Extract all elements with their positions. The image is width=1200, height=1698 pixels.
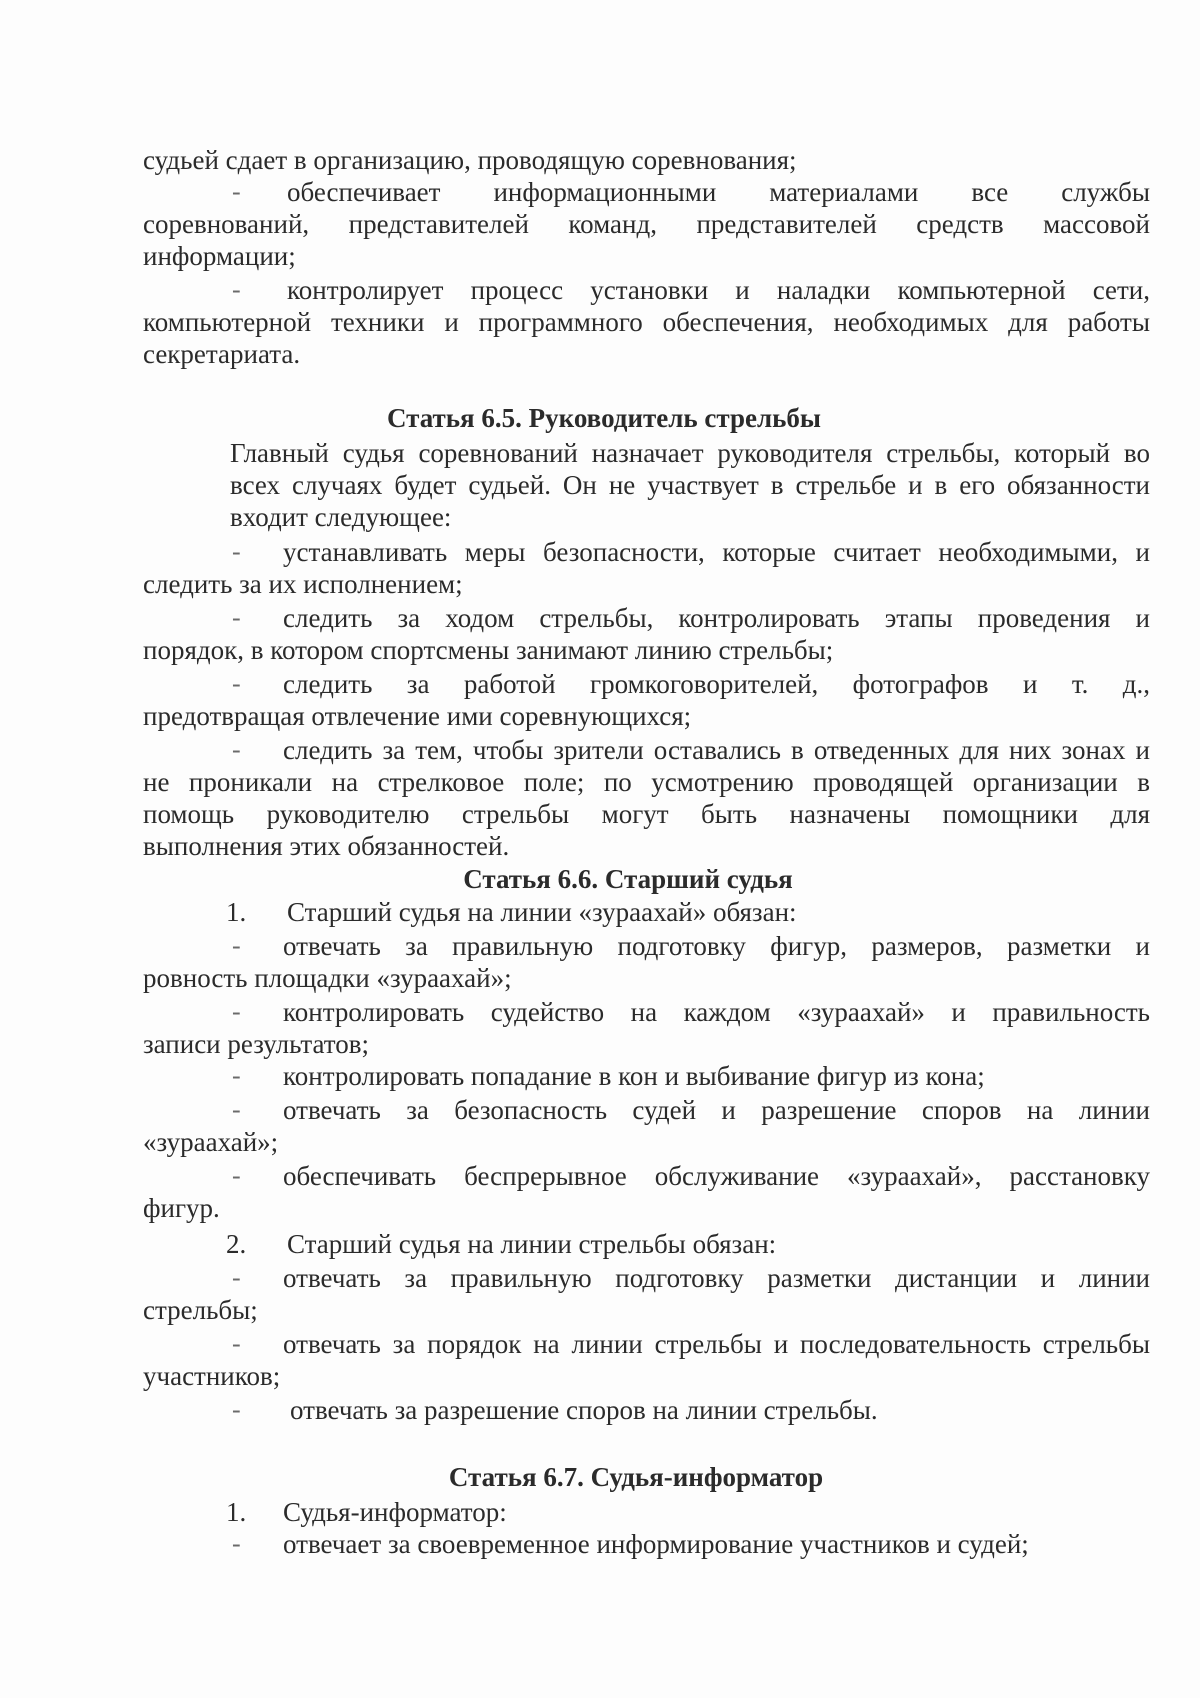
article-heading-6-6: Статья 6.6. Старший судья — [463, 864, 793, 894]
text-line: отвечать за правильную подготовку разметки дистанции и линии — [283, 1263, 1150, 1293]
text-line: «зураахай»; — [143, 1127, 279, 1157]
list-number: 1. — [226, 1497, 247, 1527]
bullet-dash: - — [232, 931, 241, 960]
bullet-dash: - — [232, 735, 241, 764]
text-line: входит следующее: — [230, 502, 452, 532]
text-line: устанавливать меры безопасности, которые считает необходимыми, и — [283, 537, 1150, 567]
text-line: фигур. — [143, 1193, 220, 1223]
text-line: отвечает за своевременное информирование участников и судей; — [283, 1529, 1029, 1559]
text-line: компьютерной техники и программного обеспечения, необходимых для работы — [143, 307, 1150, 337]
article-heading-6-7: Статья 6.7. Судья-информатор — [448, 1462, 824, 1492]
text-line: помощь руководителю стрельбы могут быть назначены помощники для — [143, 799, 1150, 829]
bullet-dash: - — [232, 603, 241, 632]
text-line: отвечать за безопасность судей и разрешение споров на линии — [283, 1095, 1150, 1125]
bullet-dash: - — [232, 997, 241, 1026]
text-line: участников; — [143, 1361, 281, 1391]
text-line: записи результатов; — [143, 1029, 369, 1059]
text-line: контролировать судейство на каждом «зураахай» и правильность — [283, 997, 1150, 1027]
text-line: ровность площадки «зураахай»; — [143, 963, 512, 993]
bullet-dash: - — [232, 1095, 241, 1124]
text-line: Старший судья на линии «зураахай» обязан: — [287, 897, 797, 927]
bullet-dash: - — [232, 1161, 241, 1190]
text-line: обеспечивает информационными материалами все службы — [287, 177, 1150, 207]
list-number: 2. — [226, 1229, 247, 1259]
text-line: всех случаях будет судьей. Он не участвует в стрельбе и в его обязанности — [230, 470, 1150, 500]
text-line: контролирует процесс установки и наладки компьютерной сети, — [287, 275, 1150, 305]
text-line: следить за их исполнением; — [143, 569, 463, 599]
list-number: 1. — [226, 897, 247, 927]
text-line: судьей сдает в организацию, проводящую соревнования; — [143, 145, 797, 175]
text-line: информации; — [143, 241, 296, 271]
text-line: секретариата. — [143, 339, 301, 369]
text-line: отвечать за разрешение споров на линии стрельбы. — [290, 1395, 878, 1425]
bullet-dash: - — [232, 1263, 241, 1292]
text-line: соревнований, представителей команд, представителей средств массовой — [143, 209, 1150, 239]
bullet-dash: - — [232, 1529, 241, 1558]
text-line: отвечать за правильную подготовку фигур, размеров, разметки и — [283, 931, 1150, 961]
text-line: выполнения этих обязанностей. — [143, 831, 510, 861]
text-line: следить за ходом стрельбы, контролировать этапы проведения и — [283, 603, 1150, 633]
text-line: порядок, в котором спортсмены занимают линию стрельбы; — [143, 635, 834, 665]
bullet-dash: - — [232, 537, 241, 566]
bullet-dash: - — [232, 177, 241, 206]
bullet-dash: - — [232, 1329, 241, 1358]
text-line: не проникали на стрелковое поле; по усмотрению проводящей организации в — [143, 767, 1150, 797]
bullet-dash: - — [232, 1061, 241, 1090]
text-line: Судья-информатор: — [283, 1497, 507, 1527]
bullet-dash: - — [232, 275, 241, 304]
text-line: контролировать попадание в кон и выбивание фигур из кона; — [283, 1061, 985, 1091]
text-line: стрельбы; — [143, 1295, 258, 1325]
text-line: Главный судья соревнований назначает руководителя стрельбы, который во — [230, 438, 1150, 468]
bullet-dash: - — [232, 1395, 241, 1424]
article-heading-6-5: Статья 6.5. Руководитель стрельбы — [386, 403, 822, 433]
text-line: отвечать за порядок на линии стрельбы и последовательность стрельбы — [283, 1329, 1150, 1359]
text-line: следить за работой громкоговорителей, фотографов и т. д., — [283, 669, 1150, 699]
bullet-dash: - — [232, 669, 241, 698]
text-line: следить за тем, чтобы зрители оставались в отведенных для них зонах и — [283, 735, 1150, 765]
text-line: предотвращая отвлечение ими соревнующихся; — [143, 701, 692, 731]
text-line: обеспечивать беспрерывное обслуживание «зураахай», расстановку — [283, 1161, 1150, 1191]
text-line: Старший судья на линии стрельбы обязан: — [287, 1229, 777, 1259]
